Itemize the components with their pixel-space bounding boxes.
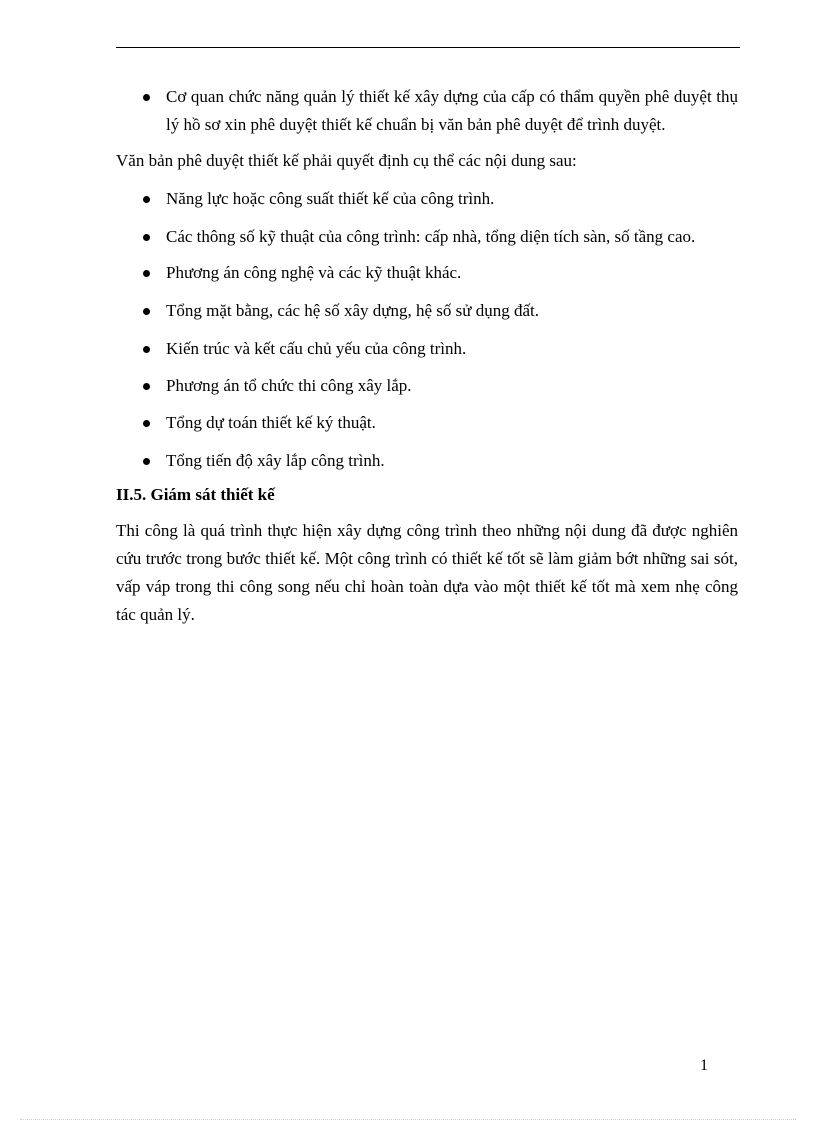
bullet-text: Năng lực hoặc công suất thiết kế của công trình. xyxy=(166,189,495,208)
bullet-item xyxy=(116,297,738,325)
page-number: 1 xyxy=(700,1057,708,1074)
bullet-dot-icon xyxy=(143,234,150,241)
bullet-list-top xyxy=(116,83,738,139)
bullet-text: Tổng mặt bằng, các hệ số xây dựng, hệ số sử dụng đất. xyxy=(166,301,539,320)
intro-text: Văn bản phê duyệt thiết kế phải quyết định cụ thể các nội dung sau: xyxy=(116,151,577,170)
bullet-list-main xyxy=(116,185,738,475)
bullet-item xyxy=(116,185,738,213)
bullet-text: Tổng tiến độ xây lắp công trình. xyxy=(166,451,385,470)
bullet-dot-icon xyxy=(143,196,150,203)
bullet-text: Phương án tổ chức thi công xây lắp. xyxy=(166,376,412,395)
bullet-text: Các thông số kỹ thuật của công trình: cấp nhà, tổng diện tích sàn, số tầng cao. xyxy=(166,227,696,246)
page-edge-rule xyxy=(20,1119,796,1120)
bullet-item xyxy=(116,335,738,363)
bullet-item xyxy=(116,223,738,251)
bullet-text: Kiến trúc và kết cấu chủ yếu của công trình. xyxy=(166,339,467,358)
bullet-item xyxy=(116,372,738,400)
bullet-item xyxy=(116,259,738,287)
bullet-dot-icon xyxy=(143,383,150,390)
bullet-text: Phương án công nghệ và các kỹ thuật khác. xyxy=(166,263,462,282)
bullet-item xyxy=(116,447,738,475)
header-rule xyxy=(116,47,740,48)
bullet-dot-icon xyxy=(143,308,150,315)
bullet-dot-icon xyxy=(143,346,150,353)
bullet-dot-icon xyxy=(143,94,150,101)
bullet-item xyxy=(116,409,738,437)
bullet-dot-icon xyxy=(143,420,150,427)
bullet-dot-icon xyxy=(143,270,150,277)
section-heading: II.5. Giám sát thiết kế xyxy=(116,485,275,504)
body-paragraph: Thi công là quá trình thực hiện xây dựng công trình theo những nội dung đã được nghiên cứu trước trong bước thiết kế. Một công trình có thiết kế tốt sẽ làm giảm bớt những sai sót, vấp váp trong thi công song nếu chỉ hoàn toàn dựa vào một thiết kế tốt mà xem nhẹ công tác quản lý. xyxy=(116,521,738,624)
page-content xyxy=(116,83,738,629)
bullet-text: Cơ quan chức năng quản lý thiết kế xây dựng của cấp có thẩm quyền phê duyệt thụ lý hồ sơ xin phê duyệt thiết kế chuẩn bị văn bản phê duyệt để trình duyệt. xyxy=(166,87,738,134)
bullet-item xyxy=(116,83,738,139)
bullet-text: Tổng dự toán thiết kế ký thuật. xyxy=(166,413,376,432)
bullet-dot-icon xyxy=(143,458,150,465)
